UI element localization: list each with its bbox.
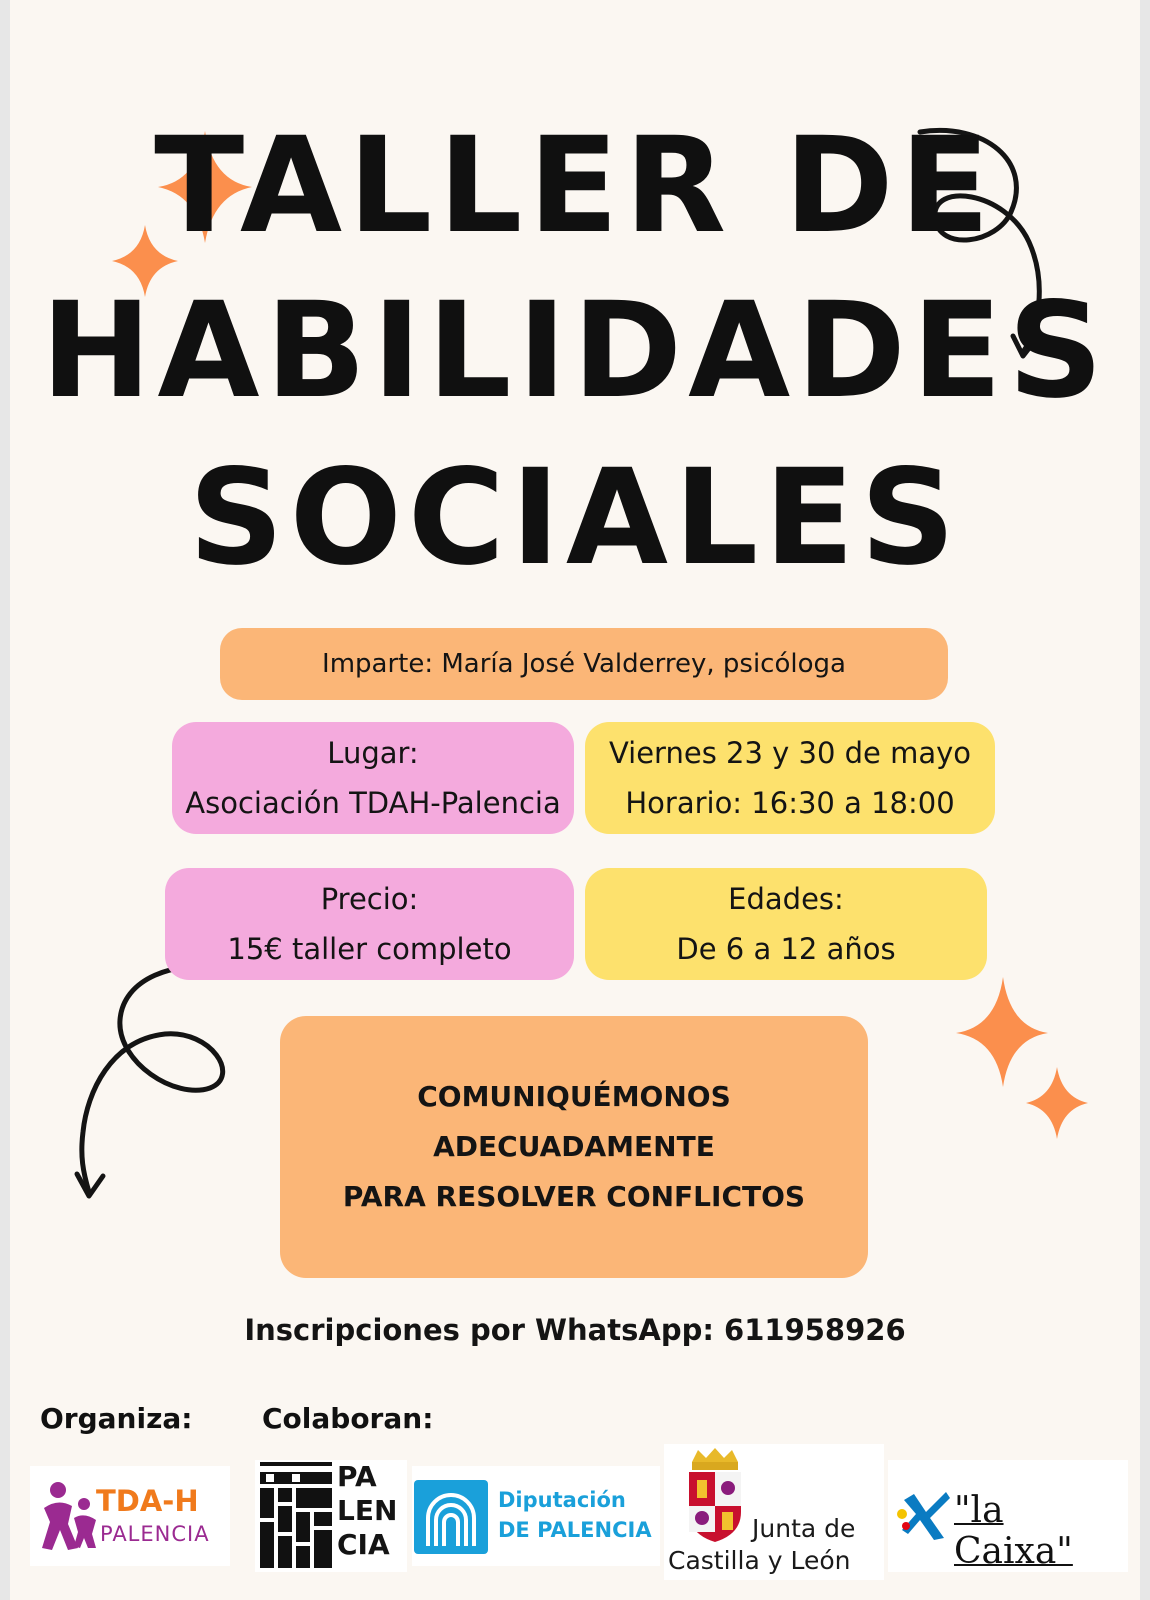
instructor-text: Imparte: María José Valderrey, psicóloga bbox=[322, 649, 846, 679]
junta-coat-of-arms-icon bbox=[684, 1448, 746, 1544]
curly-arrow-icon-bottom-left bbox=[65, 960, 235, 1215]
diputacion-logo-line-1: Diputación bbox=[498, 1488, 626, 1512]
motto-line-2: ADECUADAMENTE bbox=[433, 1130, 715, 1163]
price-box bbox=[165, 868, 574, 980]
price-label: Precio: bbox=[320, 882, 419, 916]
ages-value: De 6 a 12 años bbox=[676, 932, 896, 966]
place-box bbox=[172, 722, 574, 834]
schedule-date: Viernes 23 y 30 de mayo bbox=[608, 736, 972, 770]
junta-logo-line-2: Castilla y León bbox=[668, 1546, 851, 1575]
palencia-logo-line-1: PA bbox=[337, 1460, 377, 1493]
tdah-palencia-logo bbox=[30, 1466, 230, 1566]
place-label: Lugar: bbox=[327, 736, 419, 770]
motto-box bbox=[280, 1016, 868, 1278]
tdah-figure-icon bbox=[38, 1480, 100, 1552]
caixa-star-icon bbox=[890, 1490, 950, 1540]
tdah-logo-line-1: TDA-H bbox=[96, 1484, 199, 1518]
sparkle-icon-bottom-right bbox=[950, 975, 1090, 1145]
palencia-logo-line-3: CIA bbox=[337, 1528, 390, 1561]
palencia-grid-icon bbox=[260, 1462, 332, 1568]
price-value: 15€ taller completo bbox=[227, 932, 512, 966]
junta-castilla-leon-logo bbox=[664, 1444, 884, 1580]
diputacion-logo-line-2: DE PALENCIA bbox=[498, 1518, 652, 1542]
place-value: Asociación TDAH-Palencia bbox=[185, 786, 561, 820]
la-caixa-logo bbox=[888, 1460, 1128, 1572]
schedule-time: Horario: 16:30 a 18:00 bbox=[625, 786, 955, 820]
schedule-box bbox=[585, 722, 995, 834]
ages-box bbox=[585, 868, 987, 980]
motto-line-3: PARA RESOLVER CONFLICTOS bbox=[342, 1180, 806, 1213]
title-line-2: HABILIDADES bbox=[40, 274, 1110, 428]
registration-text: Inscripciones por WhatsApp: 611958926 bbox=[244, 1313, 906, 1347]
ages-label: Edades: bbox=[728, 882, 844, 916]
title-line-1: TALLER DE bbox=[154, 109, 996, 263]
motto-line-1: COMUNIQUÉMONOS bbox=[417, 1080, 731, 1113]
instructor-banner bbox=[220, 628, 948, 700]
palencia-logo-line-2: LEN bbox=[337, 1494, 398, 1527]
tdah-logo-line-2: PALENCIA bbox=[100, 1522, 210, 1546]
junta-logo-line-1: Junta de bbox=[752, 1514, 856, 1543]
colaboran-label: Colaboran: bbox=[262, 1402, 434, 1435]
caixa-logo-text: "la Caixa" bbox=[954, 1490, 1073, 1572]
organiza-label: Organiza: bbox=[40, 1402, 193, 1435]
title-line-3: SOCIALES bbox=[188, 441, 962, 595]
diputacion-logo bbox=[412, 1466, 660, 1566]
palencia-city-logo bbox=[255, 1460, 407, 1572]
diputacion-arch-icon bbox=[414, 1480, 488, 1554]
